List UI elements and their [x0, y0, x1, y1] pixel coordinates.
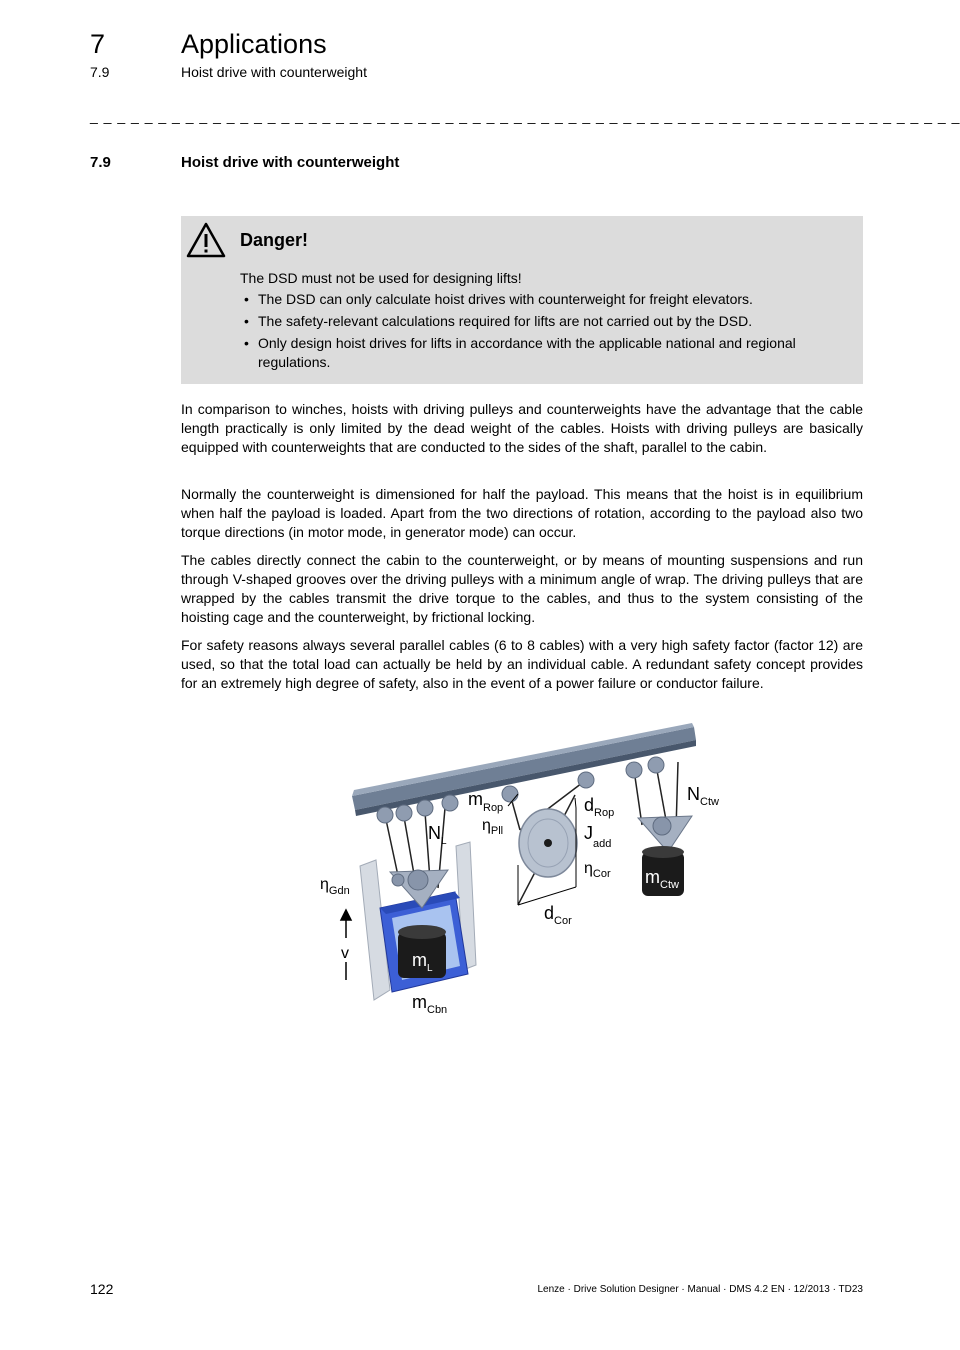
body-paragraph: The cables directly connect the cabin to the counterweight, or by means of mounting suspensions and run through V-shaped grooves over the driving pulleys with a minimum angle of wrap. The driving pulleys that are wrapped by the cables transmit the drive torque to the cables, and thus to the system consisting of the hoisting cage and the counterweight, by frictional locking.: [181, 552, 863, 625]
page-number: 122: [90, 1281, 114, 1297]
label-j-add: $J_{add}$: [584, 823, 612, 850]
label-eta-pll: $\eta_{Pll}$: [482, 817, 504, 837]
label-v: v: [341, 945, 349, 962]
label-d-rop: $d_{Rop}$: [584, 795, 615, 819]
running-section-number: 7.9: [90, 64, 110, 80]
label-eta-gdn: $\eta_{Gdn}$: [320, 876, 350, 897]
label-eta-cor: $\eta_{Cor}$: [584, 860, 611, 880]
chapter-number: 7: [90, 29, 106, 59]
running-section-title: Hoist drive with counterweight: [181, 64, 367, 80]
danger-list: [240, 290, 840, 375]
header-divider: _ _ _ _ _ _ _ _ _ _ _ _ _ _ _ _ _ _ _ _ _ _ _ _ _ _ _ _ _ _ _ _ _ _ _ _ _ _ _ _ _ _ _ _ _ _ _ _ _ _ _ _ _ _ _ _ _ _ _ _ _ _ _ _: [90, 108, 960, 124]
danger-item-text: The DSD can only calculate hoist drives with counterweight for freight elevators.: [258, 291, 753, 307]
danger-title: Danger!: [240, 230, 309, 250]
danger-item-text: The safety-relevant calculations required for lifts are not carried out by the DSD.: [258, 313, 753, 329]
danger-list-item: • Only design hoist drives for lifts in accordance with the applicable national and regional regulations.: [244, 335, 796, 370]
danger-list-item: • The DSD can only calculate hoist drives with counterweight for freight elevators.: [244, 291, 753, 307]
section-heading-title: Hoist drive with counterweight: [181, 154, 400, 171]
body-paragraph: For safety reasons always several parallel cables (6 to 8 cables) with a very high safety factor (factor 12) are used, so that the total load can actually be held by an individual cable. A redundant safety concept provides for an extremely high degree of safety, also in the event of a power failure or conductor failure.: [181, 637, 863, 691]
i-beam: [352, 723, 696, 816]
warning-triangle-icon: [185, 220, 227, 260]
section-heading-number: 7.9: [90, 154, 111, 171]
body-paragraph: In comparison to winches, hoists with driving pulleys and counterweights have the advantage that the cable length practically is only limited by the dead weight of the cables. Hoists with driving pulleys are basically equipped with counterweights that are conducted to the sides of the shaft, parallel to the cabin.: [181, 401, 863, 455]
label-n-l: $N_L$: [428, 823, 447, 847]
hoist-diagram: [300, 720, 720, 1030]
danger-item-text: Only design hoist drives for lifts in accordance with the applicable national and regional regulations.: [258, 335, 796, 370]
body-paragraph: Normally the counterweight is dimensioned for half the payload. This means that the hoist is in equilibrium when half the payload is loaded. Apart from the two directions of rotation, according to the payload also two torque directions (in motor mode, in generator mode) can occur.: [181, 486, 863, 540]
label-n-ctw: $N_{Ctw}$: [687, 784, 719, 808]
danger-notice: [181, 216, 863, 384]
label-d-cor: $d_{Cor}$: [544, 903, 572, 927]
danger-intro: The DSD must not be used for designing lifts!: [240, 270, 522, 286]
label-m-cbn: $m_{Cbn}$: [412, 992, 448, 1016]
danger-list-item: • The safety-relevant calculations required for lifts are not carried out by the DSD.: [244, 313, 753, 329]
footer-text: Lenze · Drive Solution Designer · Manual · DMS 4.2 EN · 12/2013 · TD23: [537, 1284, 863, 1295]
label-m-ctw: $m_{Ctw}$: [645, 867, 679, 891]
drive-pulley: [519, 809, 577, 877]
label-m-l: $m_L$: [412, 950, 433, 974]
label-m-rop: $m_{Rop}$: [468, 789, 504, 814]
chapter-title: Applications: [181, 29, 327, 59]
